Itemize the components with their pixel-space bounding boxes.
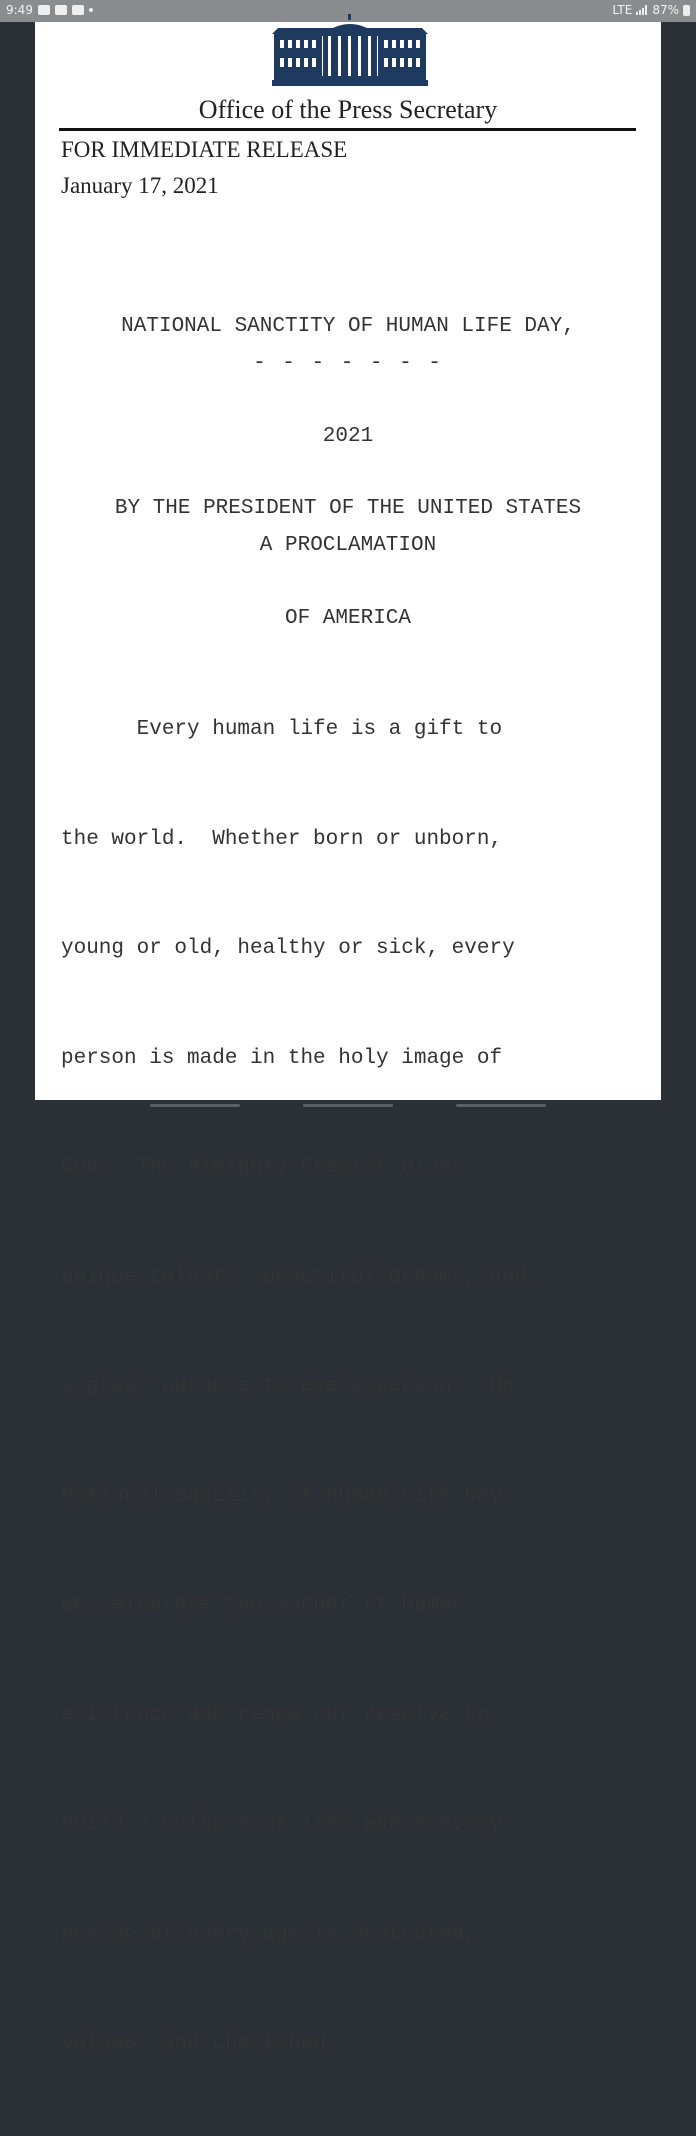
header-divider xyxy=(59,128,636,131)
release-label: FOR IMMEDIATE RELEASE xyxy=(61,137,348,162)
youtube-notification-icon xyxy=(55,5,67,15)
body-line: person of every age is protected, xyxy=(61,1922,477,1946)
gallery-notification-icon xyxy=(38,5,50,15)
status-time: 9:49 xyxy=(6,3,33,17)
body-line: a great purpose to every person. On xyxy=(61,1375,515,1398)
battery-percent: 87% xyxy=(652,3,679,17)
body-line: valued, and cherished. xyxy=(61,2032,339,2055)
mail-notification-icon xyxy=(72,5,84,15)
nav-indicator xyxy=(150,1104,240,1107)
nav-indicator xyxy=(303,1104,393,1107)
body-line: existence and renew our resolve to xyxy=(61,1703,490,1727)
press-release-document xyxy=(35,22,661,2055)
body-line: National Sanctity of Human Life Day, xyxy=(61,1484,515,1508)
by-line: BY THE PRESIDENT OF THE UNITED STATES xyxy=(114,497,582,520)
body-line: person is made in the holy image of xyxy=(61,1046,503,1070)
signal-icon xyxy=(636,5,648,15)
body-line: Every human life is a gift to xyxy=(61,718,503,741)
release-date: January 17, 2021 xyxy=(61,173,219,198)
network-type: LTE xyxy=(612,3,633,17)
body-line: unique talents, beautiful dreams, and xyxy=(61,1265,528,1289)
proclamation-body xyxy=(61,639,527,2136)
battery-icon xyxy=(683,5,690,16)
status-left xyxy=(6,3,93,17)
body-line: young or old, healthy or sick, every xyxy=(61,937,515,960)
proclamation-title-line: NATIONAL SANCTITY OF HUMAN LIFE DAY, xyxy=(121,315,575,338)
body-line: build a culture of life where every xyxy=(61,1813,503,1836)
white-house-logo xyxy=(272,14,428,88)
proclamation-title-line: 2021 xyxy=(322,424,374,448)
body-line: God. The Almighty Creator gives xyxy=(61,1156,465,1179)
proclamation-heading: A PROCLAMATION xyxy=(259,534,437,557)
body-line: the world. Whether born or unborn, xyxy=(61,827,503,851)
more-notifications-icon xyxy=(89,8,93,12)
separator-dashes: - - - - - - - xyxy=(253,352,443,375)
nav-indicator xyxy=(456,1104,546,1107)
by-line: OF AMERICA xyxy=(284,606,412,630)
status-right xyxy=(612,3,690,17)
office-title: Office of the Press Secretary xyxy=(198,95,498,124)
body-line: we celebrate the wonder of human xyxy=(61,1594,465,1617)
